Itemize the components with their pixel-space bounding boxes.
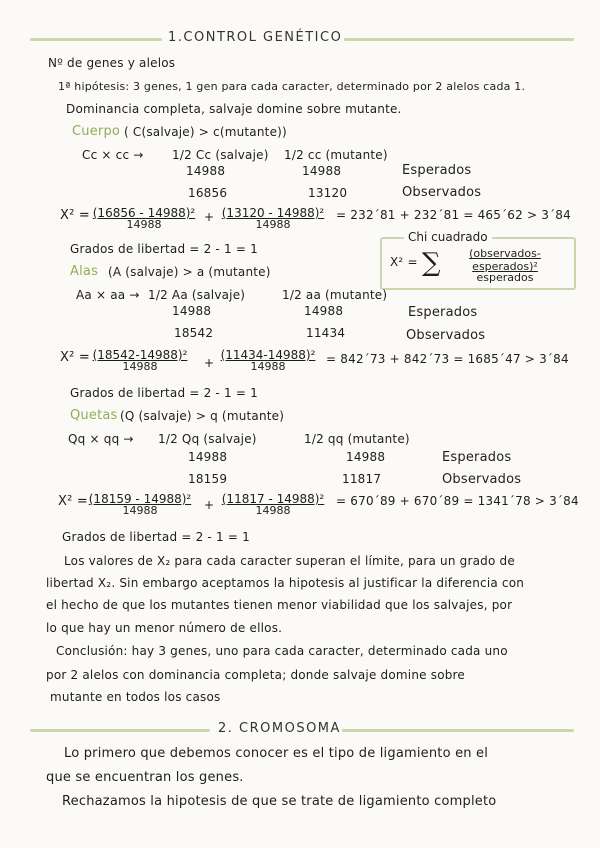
cuerpo-heading: Cuerpo [72,124,121,139]
quetas-exp2: 14988 [346,450,386,464]
alas-result: = 842´73 + 842´73 = 1685´47 > 3´84 [326,352,569,366]
alas-plus: + [204,356,215,370]
cuerpo-obs2: 13120 [308,186,348,200]
section2-rule-right [342,729,574,732]
cuerpo-term2-num: (13120 - 14988)² [221,206,325,220]
quetas-plus: + [204,498,215,512]
cuerpo-class1: 1/2 Cc (salvaje) [172,148,269,162]
quetas-rule: (Q (salvaje) > q (mutante) [120,409,285,423]
section2-title: 2. CROMOSOMA [218,721,341,736]
cuerpo-cross: Cc × cc → [82,148,144,162]
section2-line-3: Rechazamos la hipotesis de que se trate de ligamiento completo [62,794,497,809]
cuerpo-grados: Grados de libertad = 2 - 1 = 1 [70,242,258,256]
quetas-result: = 670´89 + 670´89 = 1341´78 > 3´84 [336,494,579,508]
paragraph-line-4: lo que hay un menor número de ellos. [46,621,283,635]
sigma-icon: ∑ [422,248,441,278]
alas-term2-num: (11434-14988)² [220,348,316,362]
alas-term1-den: 14988 [122,360,158,373]
alas-obs1: 18542 [174,326,214,340]
cuerpo-exp1: 14988 [186,164,226,178]
cuerpo-exp2: 14988 [302,164,342,178]
quetas-class1: 1/2 Qq (salvaje) [158,432,257,446]
cuerpo-plus: + [204,210,215,224]
quetas-grados: Grados de libertad = 2 - 1 = 1 [62,530,250,544]
quetas-obs2: 11817 [342,472,382,486]
cuerpo-term1 [88,206,200,231]
cuerpo-rule: ( C(salvaje) > c(mutante)) [124,125,287,139]
conclusion-line-3: mutante en todos los casos [50,690,221,704]
paragraph-line-1: Los valores de X₂ para cada caracter superan el límite, para un grado de [64,554,515,568]
cuerpo-term1-num: (16856 - 14988)² [92,206,196,220]
genes-alelos-text: Nº de genes y alelos [48,56,176,70]
conclusion-line-2: por 2 alelos con dominancia completa; donde salvaje domine sobre [46,668,466,682]
alas-heading: Alas [70,264,99,279]
quetas-cross: Qq × qq → [68,432,134,446]
header-rule-left [30,38,162,41]
cuerpo-obs-label: Observados [402,185,482,200]
chi-box-fraction [438,247,572,284]
chi-box-den: esperados [476,271,534,284]
cuerpo-chi-prefix: X² = [60,208,90,223]
quetas-chi-prefix: X² = [58,494,88,509]
quetas-obs-label: Observados [442,472,522,487]
section2-rule-left [30,729,210,732]
paragraph-line-3: el hecho de que los mutantes tienen menor viabilidad que los salvajes, por [46,598,513,612]
cuerpo-result: = 232´81 + 232´81 = 465´62 > 3´84 [336,208,571,222]
alas-exp2: 14988 [304,304,344,318]
alas-obs-label: Observados [406,328,486,343]
alas-exp1: 14988 [172,304,212,318]
quetas-heading: Quetas [70,408,118,423]
conclusion-line-1: Conclusión: hay 3 genes, uno para cada caracter, determinado cada uno [56,644,508,658]
alas-term2 [214,348,322,373]
alas-term1-num: (18542-14988)² [92,348,188,362]
chi-cuadrado-box [380,230,576,290]
chi-box-prefix: X² = [390,255,418,269]
header-rule-right [344,38,574,41]
alas-exp-label: Esperados [408,305,478,320]
cuerpo-term2 [214,206,332,231]
section2-line-1: Lo primero que debemos conocer es el tipo de ligamiento en el [64,746,489,761]
chi-box-label: Chi cuadrado [404,230,492,244]
quetas-obs1: 18159 [188,472,228,486]
quetas-term1 [84,492,196,517]
quetas-term2-num: (11817 - 14988)² [221,492,325,506]
quetas-term1-num: (18159 - 14988)² [88,492,192,506]
cuerpo-term2-den: 14988 [255,218,291,231]
alas-term1 [88,348,192,373]
quetas-exp1: 14988 [188,450,228,464]
alas-cross: Aa × aa → [76,288,140,302]
section2-line-2: que se encuentran los genes. [46,770,244,785]
alas-rule: (A (salvaje) > a (mutante) [108,265,271,279]
paragraph-line-2: libertad X₂. Sin embargo aceptamos la hipotesis al justificar la diferencia con [46,576,525,590]
cuerpo-obs1: 16856 [188,186,228,200]
chi-box-num: (observados-esperados)² [469,247,541,273]
dominancia-text: Dominancia completa, salvaje domine sobre mutante. [66,102,402,116]
quetas-term2-den: 14988 [255,504,291,517]
alas-chi-prefix: X² = [60,350,90,365]
alas-class2: 1/2 aa (mutante) [282,288,388,302]
section-title: 1.CONTROL GENÉTICO [168,30,343,45]
quetas-class2: 1/2 qq (mutante) [304,432,410,446]
quetas-term1-den: 14988 [122,504,158,517]
alas-class1: 1/2 Aa (salvaje) [148,288,246,302]
alas-grados: Grados de libertad = 2 - 1 = 1 [70,386,258,400]
alas-obs2: 11434 [306,326,346,340]
hipotesis-text: 1ª hipótesis: 3 genes, 1 gen para cada caracter, determinado por 2 alelos cada 1. [58,80,526,93]
quetas-term2 [214,492,332,517]
cuerpo-class2: 1/2 cc (mutante) [284,148,388,162]
quetas-exp-label: Esperados [442,450,512,465]
cuerpo-term1-den: 14988 [126,218,162,231]
cuerpo-exp-label: Esperados [402,163,472,178]
alas-term2-den: 14988 [250,360,286,373]
